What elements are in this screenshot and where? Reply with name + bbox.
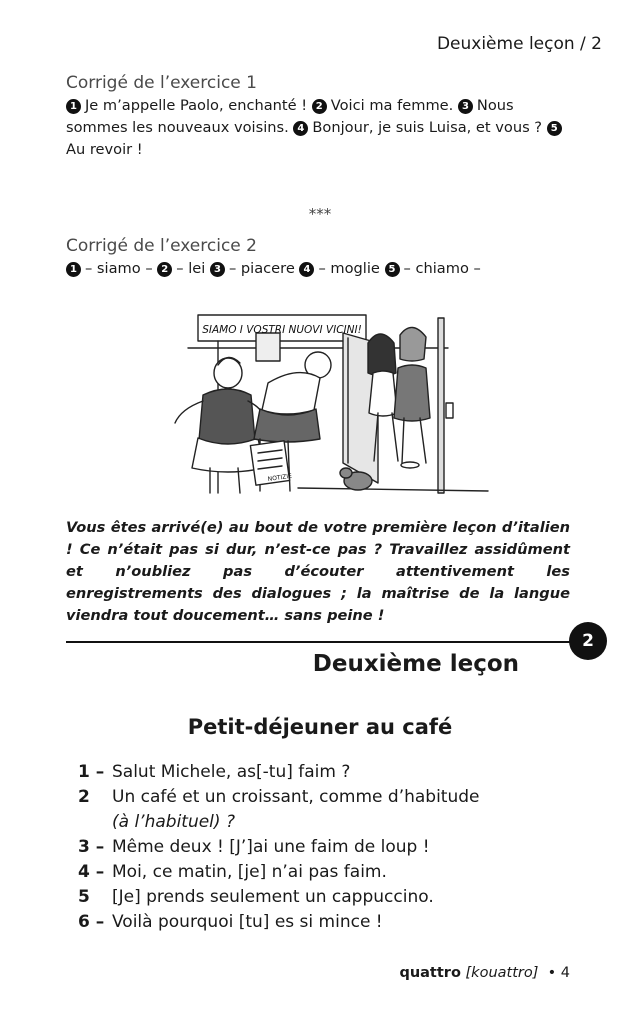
answer-text: – chiamo – xyxy=(403,260,481,277)
line-number: 4 – xyxy=(78,862,105,882)
exercise2-title: Corrigé de l’exercice 2 xyxy=(66,236,257,256)
line-number: 1 – xyxy=(78,762,105,782)
answer-text: Nous sommes les nouveaux voisins. xyxy=(66,97,514,136)
line-text: Voilà pourquoi [tu] es si mince ! xyxy=(112,912,383,932)
line-text: Même deux ! [J’]ai une faim de loup ! xyxy=(112,837,430,857)
answer-text: Au revoir ! xyxy=(66,141,143,158)
lesson-divider xyxy=(66,641,572,643)
lesson-title: Deuxième leçon xyxy=(312,651,519,677)
running-head: Deuxième leçon / 2 xyxy=(436,34,602,54)
number-badge-1: 1 xyxy=(66,99,81,114)
number-badge-3: 3 xyxy=(458,99,473,114)
number-badge-2: 2 xyxy=(157,262,172,277)
section-separator: *** xyxy=(308,205,332,223)
dialogue-line xyxy=(78,837,578,857)
line-text: Un café et un croissant, comme d’habitude xyxy=(112,787,480,807)
dialogue-line xyxy=(78,862,578,882)
cartoon-sign-text: SIAMO I VOSTRI NUOVI VICINI! xyxy=(202,324,362,336)
line-text: Salut Michele, as[-tu] faim ? xyxy=(112,762,351,782)
dialogue-line xyxy=(78,912,578,932)
exercise2-answers xyxy=(66,258,576,280)
number-badge-3: 3 xyxy=(210,262,225,277)
cartoon-illustration xyxy=(148,313,492,503)
dialogue-line-literal: (à l’habituel) ? xyxy=(112,812,235,832)
dialogue-title: Petit-déjeuner au café xyxy=(187,715,453,739)
number-badge-2: 2 xyxy=(312,99,327,114)
newspaper-text: NOTIZIE xyxy=(267,472,293,483)
answer-text: Je m’appelle Paolo, enchanté ! xyxy=(85,97,308,114)
footer-word: quattro xyxy=(399,965,461,981)
line-number: 3 – xyxy=(78,837,105,857)
number-badge-4: 4 xyxy=(293,121,308,136)
number-badge-4: 4 xyxy=(299,262,314,277)
lesson-number-badge: 2 xyxy=(569,622,607,660)
dialogue-line xyxy=(78,762,578,782)
exercise1-answers xyxy=(66,95,576,161)
answer-text: – piacere xyxy=(228,260,295,277)
line-text: Moi, ce matin, [je] n’ai pas faim. xyxy=(112,862,387,882)
line-text: [Je] prends seulement un cappuccino. xyxy=(112,887,434,907)
exercise1-title: Corrigé de l’exercice 1 xyxy=(66,73,257,93)
lesson-note: Vous êtes arrivé(e) au bout de votre première leçon d’italien ! Ce n’était pas si dur, n’est-ce pas ? Travaillez assidûment et n’oubliez pas d’écouter attentivement les enregistrements des dialogues ; la maîtrise de la langue viendra tout doucement… sans peine ! xyxy=(66,519,570,624)
answer-text: – moglie xyxy=(318,260,380,277)
line-number: 6 – xyxy=(78,912,105,932)
answer-text: Voici ma femme. xyxy=(330,97,454,114)
number-badge-5: 5 xyxy=(547,121,562,136)
line-number: 2 xyxy=(78,787,90,807)
answer-text: – lei xyxy=(176,260,206,277)
page-number: • 4 xyxy=(547,965,570,981)
number-badge-5: 5 xyxy=(385,262,400,277)
dialogue-line xyxy=(78,887,578,907)
answer-text: – siamo – xyxy=(85,260,153,277)
line-number: 5 xyxy=(78,887,90,907)
page-footer xyxy=(399,965,570,981)
footer-pronunciation: [kouattro] xyxy=(465,965,539,981)
answer-text: Bonjour, je suis Luisa, et vous ? xyxy=(312,119,543,136)
number-badge-1: 1 xyxy=(66,262,81,277)
dialogue-line xyxy=(78,787,578,807)
